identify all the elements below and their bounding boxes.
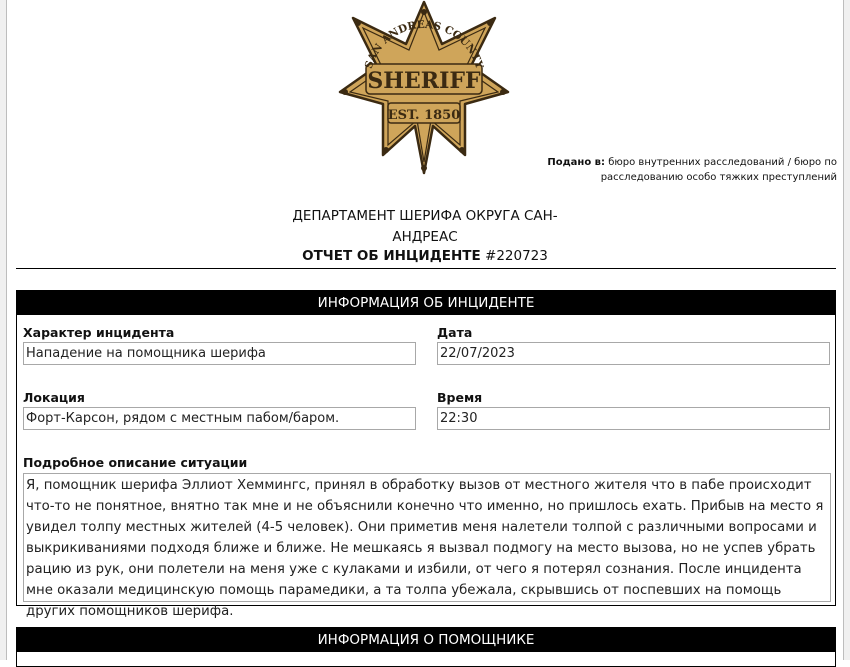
submitted-to-value: бюро внутренних расследований / бюро по расследованию особо тяжких преступлений <box>600 157 837 183</box>
incident-location-label: Локация <box>23 390 85 405</box>
incident-location-field[interactable]: Форт-Карсон, рядом с местным пабом/баром. <box>23 407 416 430</box>
incident-description-field[interactable]: Я, помощник шерифа Эллиот Хеммингс, принял в обработку вызов от местного жителя что в пабе происходит что-то не понятное, внятно так мне и не объяснили конечно что именно, но пришлось ехать. Прибыв на место я увидел толпу местных жителей (4-5 человек). Они приметив меня налетели толпой с различными вопросами и выкрикиваниями подходя ближе и ближе. Не мешкаясь я вызвал подмогу на место вызова, но не успев убрать рацию из рук, они полетели на меня уже с кулаками и избили, от чего я потерял сознания. После инцидента мне оказали медицинскую помощь парамедики, а та толпа убежала, скрывшись от поспевших на помощь других помощников шерифа. <box>23 473 831 602</box>
left-page-border <box>0 0 7 660</box>
incident-nature-field[interactable]: Нападение на помощника шерифа <box>23 342 416 365</box>
report-number: #220723 <box>485 248 548 264</box>
deputy-info-section <box>16 627 836 667</box>
submitted-to-label: Подано в: <box>547 157 606 168</box>
department-name-line1: ДЕПАРТАМЕНТ ШЕРИФА ОКРУГА САН- <box>292 208 558 224</box>
report-title <box>0 247 850 265</box>
incident-nature-label: Характер инцидента <box>23 325 175 340</box>
submitted-to <box>537 155 837 185</box>
badge-title-text: SHERIFF <box>367 68 481 94</box>
badge-est-text: EST. 1850 <box>387 108 461 123</box>
sheriff-badge-logo <box>338 0 510 175</box>
deputy-info-header: ИНФОРМАЦИЯ О ПОМОЩНИКЕ <box>17 628 835 652</box>
incident-time-field[interactable]: 22:30 <box>437 407 830 430</box>
department-name <box>0 206 850 248</box>
incident-time-label: Время <box>437 390 483 405</box>
header-divider <box>16 268 836 269</box>
report-title-text: ОТЧЕТ ОБ ИНЦИДЕНТЕ <box>302 248 481 264</box>
department-name-line2: АНДРЕАС <box>392 229 458 245</box>
incident-date-field[interactable]: 22/07/2023 <box>437 342 830 365</box>
badge-county-text: SAN ANDREAS COUNTY <box>362 18 486 71</box>
right-page-border <box>843 0 850 660</box>
incident-info-header: ИНФОРМАЦИЯ ОБ ИНЦИДЕНТЕ <box>17 291 835 315</box>
incident-date-label: Дата <box>437 325 473 340</box>
incident-info-section <box>16 290 836 619</box>
incident-description-label: Подробное описание ситуации <box>23 455 248 470</box>
